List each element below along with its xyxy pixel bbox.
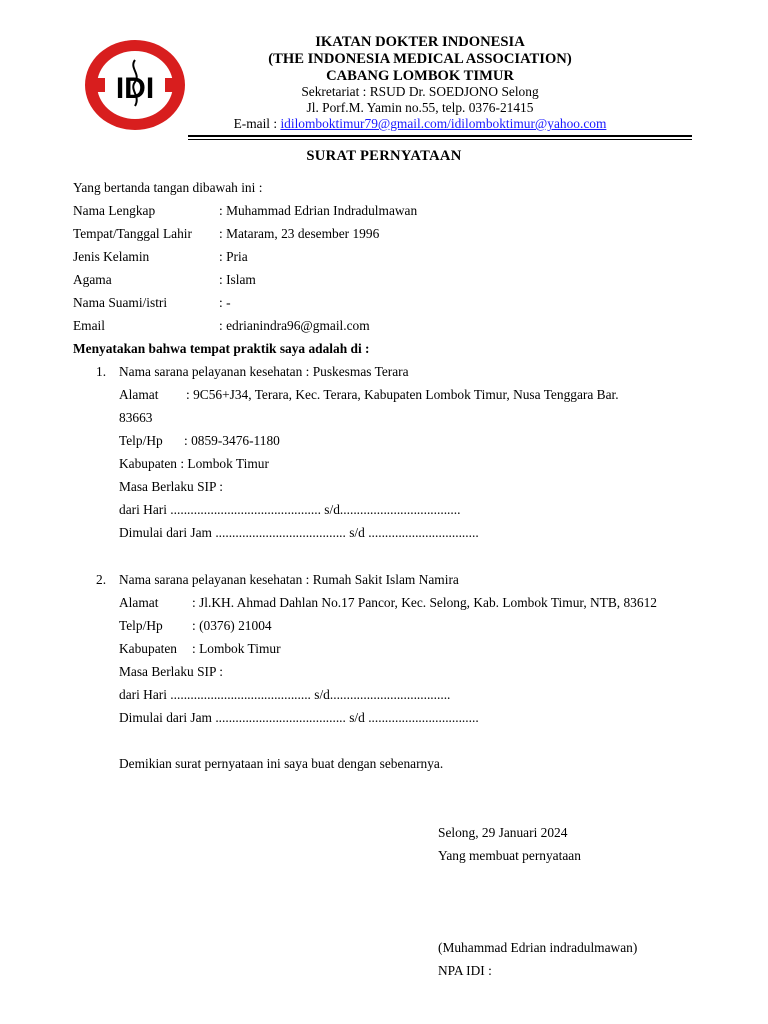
place1-name: Nama sarana pelayanan kesehatan : Puskesmas Terara xyxy=(119,364,409,379)
place1-phone-label: Telp/Hp xyxy=(119,433,163,448)
identity-label: Nama Suami/istri xyxy=(73,295,168,310)
place1-phone-value: : 0859-3476-1180 xyxy=(184,433,280,448)
org-name: IKATAN DOKTER INDONESIA xyxy=(315,34,525,50)
place1-number: 1. xyxy=(96,364,107,379)
place-date: Selong, 29 Januari 2024 xyxy=(438,825,568,840)
place2-hours: Dimulai dari Jam ....................................... s/d ................................. xyxy=(119,710,479,725)
org-secretariat: Sekretariat : RSUD Dr. SOEDJONO Selong xyxy=(301,84,539,99)
place2-name: Nama sarana pelayanan kesehatan : Rumah Sakit Islam Namira xyxy=(119,572,459,587)
identity-label: Nama Lengkap xyxy=(73,203,156,218)
identity-value: : Muhammad Edrian Indradulmawan xyxy=(219,203,418,218)
intro-text: Yang bertanda tangan dibawah ini : xyxy=(73,180,263,195)
place2-sip-validity: Masa Berlaku SIP : xyxy=(119,664,224,679)
closing-statement: Demikian surat pernyataan ini saya buat dengan sebenarnya. xyxy=(119,756,444,771)
identity-label: Tempat/Tanggal Lahir xyxy=(73,226,192,241)
place1-address-cont: 83663 xyxy=(119,410,153,425)
place1-address-value: : 9C56+J34, Terara, Kec. Terara, Kabupaten Lombok Timur, Nusa Tenggara Bar. xyxy=(186,387,619,402)
org-email-line xyxy=(0,116,768,132)
place2-date-range: dari Hari .......................................... s/d.................................... xyxy=(119,687,451,702)
statement-heading: Menyatakan bahwa tempat praktik saya adalah di : xyxy=(73,341,370,356)
place2-address-label: Alamat xyxy=(119,595,159,610)
document-title: SURAT PERNYATAAN xyxy=(306,148,462,164)
identity-value: : Pria xyxy=(219,249,248,264)
identity-label: Agama xyxy=(73,272,112,287)
identity-value: : Islam xyxy=(219,272,256,287)
place1-hours: Dimulai dari Jam ....................................... s/d ................................. xyxy=(119,525,479,540)
place1-sip-validity: Masa Berlaku SIP : xyxy=(119,479,224,494)
email-link[interactable]: idilomboktimur79@gmail.com/idilomboktimur@yahoo.com xyxy=(280,116,607,131)
org-name-english: (THE INDONESIA MEDICAL ASSOCIATION) xyxy=(268,51,572,67)
place2-phone-value: : (0376) 21004 xyxy=(192,618,272,633)
header-divider-thin xyxy=(188,139,692,140)
email-label: E-mail : xyxy=(233,116,281,131)
signer-caption: Yang membuat pernyataan xyxy=(438,848,581,863)
identity-label: Email xyxy=(73,318,105,333)
svg-text:IDI: IDI xyxy=(115,72,155,105)
header-divider-thick xyxy=(188,135,692,137)
identity-label: Jenis Kelamin xyxy=(73,249,150,264)
place1-date-range: dari Hari ............................................. s/d.................................... xyxy=(119,502,461,517)
place2-regency-label: Kabupaten xyxy=(119,641,178,656)
identity-value: : - xyxy=(219,295,231,310)
org-branch: CABANG LOMBOK TIMUR xyxy=(326,68,514,84)
place2-phone-label: Telp/Hp xyxy=(119,618,163,633)
place1-address-label: Alamat xyxy=(119,387,159,402)
org-address: Jl. Porf.M. Yamin no.55, telp. 0376-21415 xyxy=(306,100,534,115)
place2-address-value: : Jl.KH. Ahmad Dahlan No.17 Pancor, Kec. Selong, Kab. Lombok Timur, NTB, 83612 xyxy=(192,595,657,610)
npa-idi: NPA IDI : xyxy=(438,963,492,978)
place2-number: 2. xyxy=(96,572,107,587)
place1-regency: Kabupaten : Lombok Timur xyxy=(119,456,269,471)
identity-value: : edrianindra96@gmail.com xyxy=(219,318,370,333)
place2-regency-value: : Lombok Timur xyxy=(192,641,281,656)
signer-name: (Muhammad Edrian indradulmawan) xyxy=(438,940,638,955)
identity-value: : Mataram, 23 desember 1996 xyxy=(219,226,380,241)
